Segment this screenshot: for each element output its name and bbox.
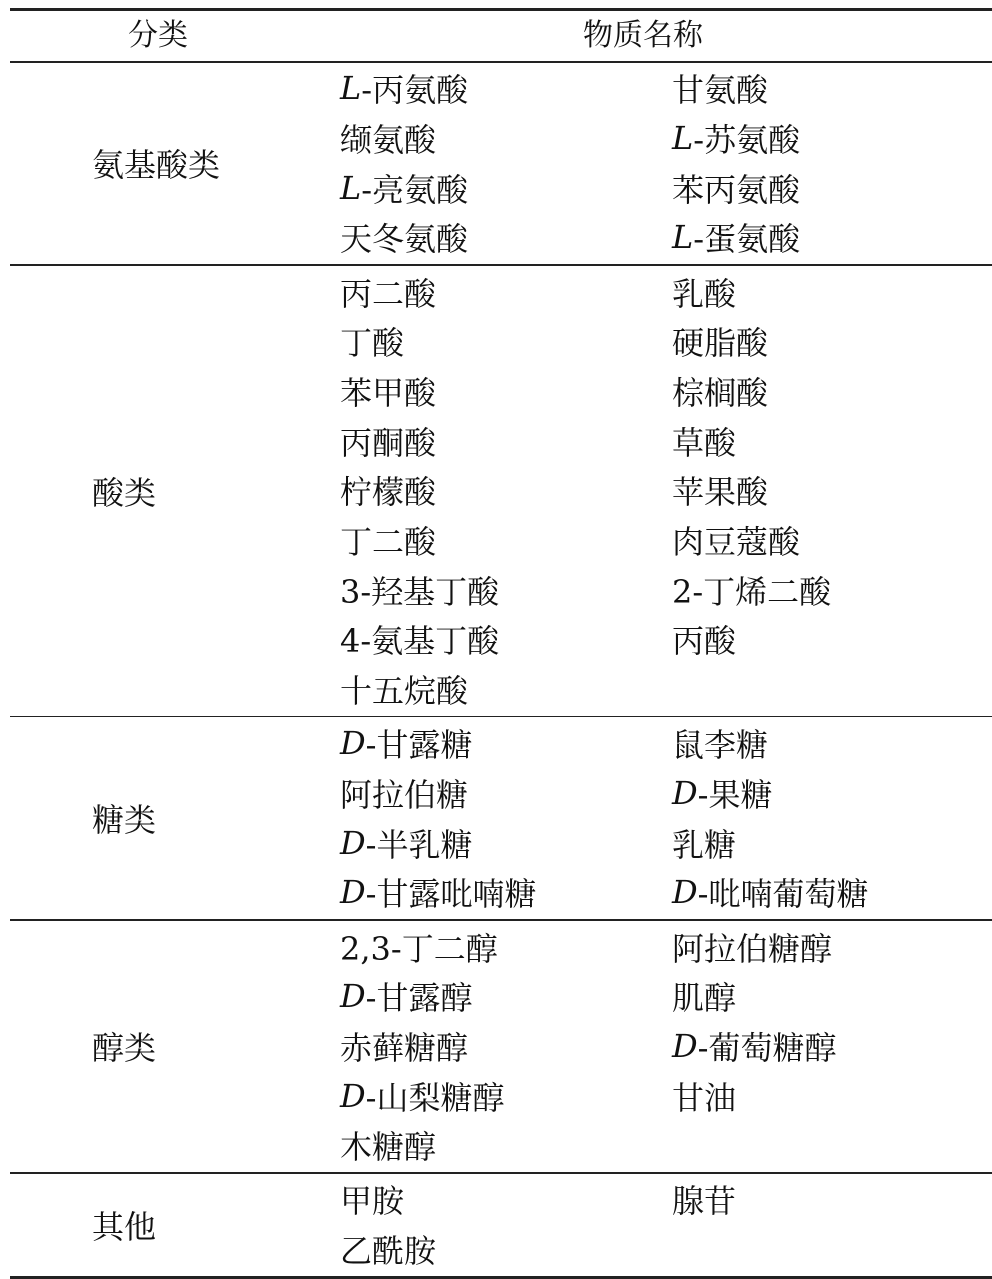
configuration-prefix: D <box>340 724 366 762</box>
table-row <box>10 971 992 1021</box>
substance-name: 棕榈酸 <box>672 368 768 414</box>
substance-cell <box>340 922 498 972</box>
category-group <box>10 63 992 265</box>
substance-cell <box>672 515 800 565</box>
table-row <box>10 1120 992 1170</box>
configuration-prefix: D <box>340 824 366 862</box>
substance-name: -山梨糖醇 <box>366 1073 505 1119</box>
substance-name: 乙酰胺 <box>340 1226 436 1272</box>
substance-cell <box>340 1224 436 1274</box>
table-row <box>10 1175 992 1225</box>
header-category: 分类 <box>128 11 188 61</box>
substance-name: -葡萄糖醇 <box>698 1023 837 1069</box>
substance-name: -丙氨酸 <box>361 65 468 111</box>
configuration-prefix: D <box>340 977 366 1015</box>
substance-cell <box>340 316 404 366</box>
table-row <box>10 818 992 868</box>
substance-cell <box>672 316 768 366</box>
configuration-prefix: D <box>672 873 698 911</box>
table-header <box>10 11 992 61</box>
substance-name: -半乳糖 <box>366 820 473 866</box>
substance-cell <box>340 818 472 868</box>
substance-name: -果糖 <box>698 770 773 816</box>
substance-cell <box>340 971 472 1021</box>
table-row <box>10 1021 992 1071</box>
substance-cell <box>672 922 832 972</box>
substance-cell <box>340 718 472 768</box>
table-row <box>10 466 992 516</box>
substance-cell <box>672 818 736 868</box>
table-row <box>10 267 992 317</box>
table-body <box>10 63 992 1279</box>
category-label: 糖类 <box>92 717 156 919</box>
substance-name: 乳糖 <box>672 820 736 866</box>
substance-name: 甘油 <box>672 1073 736 1119</box>
substance-cell <box>672 1175 736 1225</box>
substance-cell <box>340 366 436 416</box>
substance-name: -甘露醇 <box>366 973 473 1019</box>
substance-cell <box>340 1071 504 1121</box>
substance-name: -吡喃葡萄糖 <box>698 869 869 915</box>
substance-cell <box>340 163 468 213</box>
substance-cell <box>340 416 436 466</box>
substance-name: 丁酸 <box>340 318 404 364</box>
substance-name: 赤藓糖醇 <box>340 1023 468 1069</box>
table-row <box>10 615 992 665</box>
table-row <box>10 664 992 714</box>
table-row <box>10 316 992 366</box>
substance-name: 天冬氨酸 <box>340 214 468 260</box>
substance-name: 丙二酸 <box>340 269 436 315</box>
substance-cell <box>672 113 800 163</box>
substance-cell <box>672 366 768 416</box>
substance-cell <box>672 615 736 665</box>
table-row <box>10 868 992 918</box>
substance-cell <box>340 1021 468 1071</box>
substance-cell <box>340 64 468 114</box>
substance-name: 丁二酸 <box>340 517 436 563</box>
header-substance-name: 物质名称 <box>583 11 703 61</box>
substance-name: 肌醇 <box>672 973 736 1019</box>
substance-name: 草酸 <box>672 418 736 464</box>
configuration-prefix: L <box>672 218 693 256</box>
substance-cell <box>340 868 536 918</box>
category-label: 其他 <box>92 1174 156 1276</box>
substance-cell <box>340 213 468 263</box>
configuration-prefix: D <box>672 774 698 812</box>
substance-cell <box>672 1071 736 1121</box>
substance-name: 苹果酸 <box>672 467 768 513</box>
category-label: 醇类 <box>92 921 156 1172</box>
substance-cell <box>672 416 736 466</box>
table-row <box>10 1071 992 1121</box>
substance-name: 柠檬酸 <box>340 467 436 513</box>
table-row <box>10 163 992 213</box>
substance-cell <box>672 565 831 615</box>
substance-cell <box>672 163 800 213</box>
substance-name: 甲胺 <box>340 1176 404 1222</box>
substance-name: 木糖醇 <box>340 1122 436 1168</box>
substance-name: 十五烷酸 <box>340 666 468 712</box>
substance-name: -苏氨酸 <box>693 115 800 161</box>
substance-cell <box>340 1120 436 1170</box>
table-row <box>10 515 992 565</box>
table-row <box>10 1224 992 1274</box>
substance-name: 阿拉伯糖醇 <box>672 924 832 970</box>
configuration-prefix: L <box>340 169 361 207</box>
substance-name: 阿拉伯糖 <box>340 770 468 816</box>
table-row <box>10 416 992 466</box>
substance-cell <box>672 971 736 1021</box>
substance-cell <box>340 615 499 665</box>
table-row <box>10 768 992 818</box>
configuration-prefix: D <box>340 873 366 911</box>
substance-cell <box>340 113 436 163</box>
substance-name: -甘露糖 <box>366 720 473 766</box>
table-row <box>10 718 992 768</box>
configuration-prefix: L <box>672 119 693 157</box>
category-label: 酸类 <box>92 266 156 716</box>
substance-name: 缬氨酸 <box>340 115 436 161</box>
substance-cell <box>672 213 800 263</box>
substance-cell <box>672 868 868 918</box>
substance-name: 鼠李糖 <box>672 720 768 766</box>
configuration-prefix: D <box>672 1027 698 1065</box>
table-row <box>10 213 992 263</box>
configuration-prefix: L <box>340 69 361 107</box>
substance-cell <box>340 768 468 818</box>
table-row <box>10 366 992 416</box>
configuration-prefix: D <box>340 1077 366 1115</box>
substance-cell <box>340 565 499 615</box>
category-group <box>10 266 992 716</box>
substance-name: 硬脂酸 <box>672 318 768 364</box>
substance-cell <box>672 718 768 768</box>
table-row <box>10 113 992 163</box>
substance-name: 丙酸 <box>672 616 736 662</box>
substance-cell <box>340 267 436 317</box>
substance-name: 丙酮酸 <box>340 418 436 464</box>
table-row <box>10 64 992 114</box>
substance-name: 甘氨酸 <box>672 65 768 111</box>
substance-name: -蛋氨酸 <box>693 214 800 260</box>
substance-table <box>10 8 992 1279</box>
substance-name: 腺苷 <box>672 1176 736 1222</box>
substance-name: -甘露吡喃糖 <box>366 869 537 915</box>
substance-cell <box>340 466 436 516</box>
substance-name: -亮氨酸 <box>361 165 468 211</box>
substance-cell <box>672 267 736 317</box>
substance-cell <box>672 466 768 516</box>
substance-cell <box>672 64 768 114</box>
category-label: 氨基酸类 <box>92 63 220 265</box>
substance-name: 3-羟基丁酸 <box>340 567 499 613</box>
substance-cell <box>672 768 772 818</box>
category-group <box>10 717 992 919</box>
substance-name: 肉豆蔻酸 <box>672 517 800 563</box>
table-row <box>10 565 992 615</box>
substance-name: 4-氨基丁酸 <box>340 616 499 662</box>
substance-name: 2-丁烯二酸 <box>672 567 831 613</box>
substance-cell <box>340 515 436 565</box>
substance-cell <box>340 1175 404 1225</box>
substance-name: 苯甲酸 <box>340 368 436 414</box>
substance-name: 苯丙氨酸 <box>672 165 800 211</box>
substance-cell <box>672 1021 836 1071</box>
substance-name: 乳酸 <box>672 269 736 315</box>
table-row <box>10 922 992 972</box>
substance-cell <box>340 664 468 714</box>
category-group <box>10 1174 992 1276</box>
category-group <box>10 921 992 1172</box>
substance-name: 2,3-丁二醇 <box>340 924 498 970</box>
